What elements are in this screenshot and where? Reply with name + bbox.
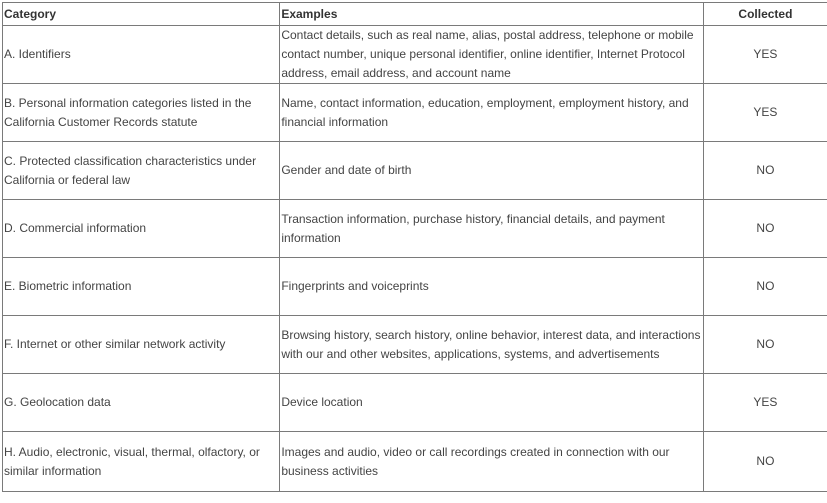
collected-cell: NO [703, 258, 827, 316]
collected-cell: YES [703, 26, 827, 84]
collected-cell: NO [703, 432, 827, 492]
collected-cell: YES [703, 84, 827, 142]
examples-cell: Browsing history, search history, online behavior, interest data, and interactions with our and other websites, applications, systems, and advertisements [280, 316, 704, 374]
examples-cell: Fingerprints and voiceprints [280, 258, 704, 316]
table-row [3, 200, 827, 258]
table-row [3, 374, 827, 432]
category-cell: D. Commercial information [3, 200, 280, 258]
header-collected: Collected [703, 3, 827, 26]
examples-cell: Transaction information, purchase history, financial details, and payment information [280, 200, 704, 258]
table-row [3, 432, 827, 492]
category-cell: C. Protected classification characteristics under California or federal law [3, 142, 280, 200]
examples-cell: Name, contact information, education, employment, employment history, and financial information [280, 84, 704, 142]
data-collection-table [2, 2, 827, 492]
examples-cell: Contact details, such as real name, alias, postal address, telephone or mobile contact number, unique personal identifier, online identifier, Internet Protocol address, email address, and account name [280, 26, 704, 84]
examples-cell: Images and audio, video or call recordings created in connection with our business activities [280, 432, 704, 492]
collected-cell: YES [703, 374, 827, 432]
collected-cell: NO [703, 142, 827, 200]
category-cell: E. Biometric information [3, 258, 280, 316]
table-row [3, 316, 827, 374]
table-row [3, 26, 827, 84]
category-cell: F. Internet or other similar network activity [3, 316, 280, 374]
category-cell: G. Geolocation data [3, 374, 280, 432]
table-row [3, 258, 827, 316]
category-cell: H. Audio, electronic, visual, thermal, olfactory, or similar information [3, 432, 280, 492]
header-category: Category [3, 3, 280, 26]
collected-cell: NO [703, 200, 827, 258]
collected-cell: NO [703, 316, 827, 374]
category-cell: A. Identifiers [3, 26, 280, 84]
table-header-row [3, 3, 827, 26]
examples-cell: Gender and date of birth [280, 142, 704, 200]
table-row [3, 142, 827, 200]
examples-cell: Device location [280, 374, 704, 432]
category-cell: B. Personal information categories listed in the California Customer Records statute [3, 84, 280, 142]
header-examples: Examples [280, 3, 704, 26]
table-row [3, 84, 827, 142]
